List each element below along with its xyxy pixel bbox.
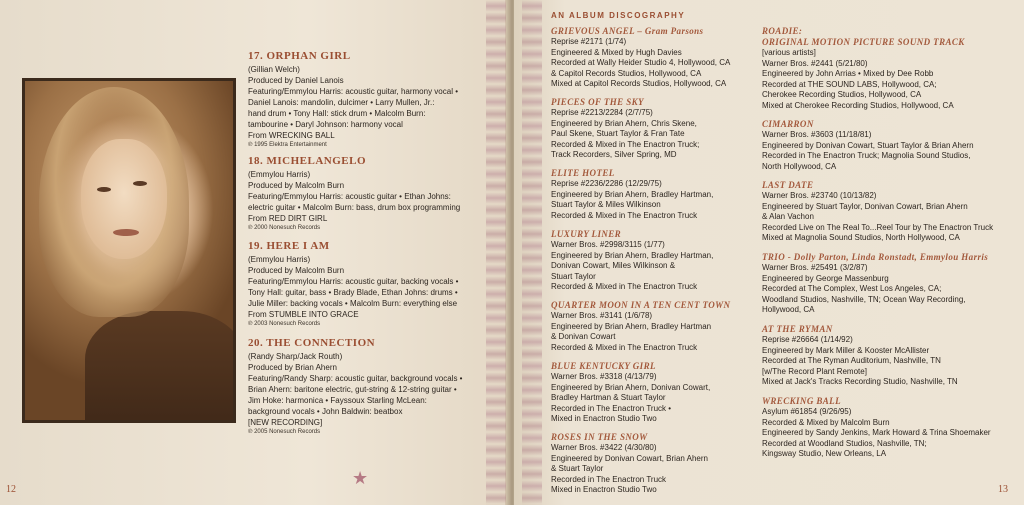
track-line: Featuring/Emmylou Harris: acoustic guitar • Ethan Johns: — [248, 192, 451, 201]
track-20 — [248, 337, 494, 436]
album-entry — [551, 361, 751, 425]
album-title: WRECKING BALL — [762, 396, 841, 406]
album-entry — [762, 26, 1014, 111]
album-title: ELITE HOTEL — [551, 168, 615, 178]
album-line: Recorded in The Enactron Truck • — [551, 403, 672, 413]
star-icon: ★ — [352, 468, 369, 488]
track-line: Featuring/Emmylou Harris: acoustic guitar, backing vocals • — [248, 277, 459, 286]
album-line: Kingsway Studio, New Orleans, LA — [762, 449, 887, 458]
album-entry — [762, 180, 1014, 244]
track-line: Produced by Brian Ahern — [248, 363, 337, 372]
album-line: Engineered by Brian Ahern, Chris Skene, — [551, 118, 697, 128]
album-line: Reprise #2236/2286 (12/29/75) — [551, 179, 662, 188]
album-line: Engineered by Stuart Taylor, Donivan Cowart, Brian Ahern — [762, 201, 968, 211]
album-line: Engineered by Mark Miller & Kooster McAllister — [762, 345, 930, 355]
track-18 — [248, 155, 494, 232]
album-line: Engineered by Brian Ahern, Bradley Hartman, — [551, 250, 714, 260]
track-line: Featuring/Emmylou Harris: acoustic guitar, harmony vocal • — [248, 87, 458, 96]
track-line: Tony Hall: guitar, bass • Brady Blade, Ethan Johns: drums • — [248, 288, 458, 297]
copyright-line: ℗ 2000 Nonesuch Records — [248, 225, 321, 231]
album-line: Warner Bros. #25491 (3/2/87) — [762, 263, 868, 272]
track-line: Daniel Lanois: mandolin, dulcimer • Larry Mullen, Jr.: — [248, 98, 435, 107]
album-entry — [762, 324, 1014, 388]
portrait-photo — [22, 78, 236, 423]
album-line: Mixed in Enactron Studio Two — [551, 414, 657, 423]
track-line: (Emmylou Harris) — [248, 170, 311, 179]
album-line: Engineered by Sandy Jenkins, Mark Howard & Trina Shoemaker — [762, 428, 991, 437]
album-line: Warner Bros. #2441 (5/21/80) — [762, 58, 868, 68]
album-line: Donivan Cowart, Miles Wilkinson & — [551, 261, 676, 270]
album-line: North Hollywood, CA — [762, 161, 837, 171]
discography-heading: AN ALBUM DISCOGRAPHY — [551, 11, 686, 20]
album-title: PIECES OF THE SKY — [551, 97, 644, 107]
album-line: Recorded at The Ryman Auditorium, Nashville, TN — [762, 356, 941, 365]
album-line: Track Recorders, Silver Spring, MD — [551, 150, 677, 159]
track-line: From RED DIRT GIRL — [248, 214, 328, 223]
album-line: & Donivan Cowart — [551, 332, 616, 341]
track-line: hand drum • Tony Hall: stick drum • Malcolm Burn: — [248, 109, 426, 118]
track-line: electric guitar • Malcolm Burn: bass, drum box programming — [248, 203, 461, 212]
album-line: Recorded at Wally Heider Studio 4, Hollywood, CA — [551, 58, 731, 67]
album-line: Reprise #26664 (1/14/92) — [762, 335, 853, 344]
album-line: Engineered by John Arrias • Mixed by Dee Robb — [762, 69, 934, 78]
album-line: Warner Bros. #3422 (4/30/80) — [551, 443, 657, 452]
album-line: [w/The Record Plant Remote] — [762, 366, 867, 376]
album-line: Recorded at The Complex, West Los Angeles, CA; — [762, 284, 942, 293]
track-title: 17. ORPHAN GIRL — [248, 50, 351, 62]
track-line: (Gillian Welch) — [248, 65, 300, 74]
track-line: Produced by Daniel Lanois — [248, 76, 344, 85]
album-line: Engineered by Donivan Cowart, Brian Ahern — [551, 453, 708, 463]
track-line: Produced by Malcolm Burn — [248, 266, 345, 275]
album-line: Paul Skene, Stuart Taylor & Fran Tate — [551, 129, 685, 138]
album-line: Warner Bros. #3318 (4/13/79) — [551, 372, 657, 381]
track-line: Julie Miller: backing vocals • Malcolm Burn: everything else — [248, 299, 458, 308]
album-line: Reprise #2213/2284 (2/7/75) — [551, 108, 653, 117]
album-title: LAST DATE — [762, 180, 814, 190]
album-line: Mixed at Capitol Records Studios, Hollywood, CA — [551, 79, 727, 88]
album-entry — [762, 119, 1014, 172]
track-title: 18. MICHELANGELO — [248, 155, 367, 167]
track-title: 19. HERE I AM — [248, 240, 330, 252]
album-title: ROSES IN THE SNOW — [551, 432, 648, 442]
album-line: Recorded & Mixed in The Enactron Truck; — [551, 139, 700, 149]
track-19 — [248, 240, 494, 328]
page-number-right: 13 — [998, 484, 1008, 495]
album-line: Recorded Live on The Real To...Reel Tour by The Enactron Truck — [762, 222, 994, 232]
album-line: Engineered by George Massenburg — [762, 273, 889, 283]
track-line: Produced by Malcolm Burn — [248, 181, 345, 190]
album-entry — [762, 396, 1014, 460]
right-ornament-border — [522, 0, 542, 505]
copyright-line: ℗ 2003 Nonesuch Records — [248, 321, 321, 327]
track-line: From WRECKING BALL — [248, 131, 335, 140]
track-line: (Randy Sharp/Jack Routh) — [248, 352, 343, 361]
album-line: Engineered by Brian Ahern, Bradley Hartman — [551, 321, 712, 331]
album-title: GRIEVOUS ANGEL – Gram Parsons — [551, 26, 704, 36]
track-line: [NEW RECORDING] — [248, 418, 323, 427]
album-entry — [551, 168, 751, 221]
page-number-left: 12 — [6, 484, 16, 495]
track-line: Brian Ahern: baritone electric, gut-string & 12-string guitar • — [248, 385, 457, 394]
album-line: Warner Bros. #23740 (10/13/82) — [762, 191, 877, 200]
album-line: [various artists] — [762, 48, 816, 57]
track-line: Jim Hoke: harmonica • Fayssoux Starling McLean: — [248, 396, 427, 405]
album-line: Warner Bros. #3603 (11/18/81) — [762, 130, 872, 139]
album-line: Warner Bros. #3141 (1/6/78) — [551, 311, 653, 320]
track-line: Featuring/Randy Sharp: acoustic guitar, background vocals • — [248, 374, 463, 383]
album-line: Woodland Studios, Nashville, TN; Ocean Way Recording, — [762, 294, 966, 304]
album-line: Recorded & Mixed in The Enactron Truck — [551, 282, 698, 291]
album-line: Hollywood, CA — [762, 305, 815, 314]
album-title: ORIGINAL MOTION PICTURE SOUND TRACK — [762, 37, 965, 47]
album-entry — [551, 432, 751, 496]
track-line: (Emmylou Harris) — [248, 255, 311, 264]
album-line: Recorded at Woodland Studios, Nashville, TN; — [762, 438, 927, 448]
album-line: Mixed at Jack's Tracks Recording Studio, Nashville, TN — [762, 377, 958, 386]
album-line: Bradley Hartman & Stuart Taylor — [551, 393, 666, 402]
album-line: Recorded & Mixed in The Enactron Truck — [551, 210, 698, 220]
track-line: background vocals • John Baldwin: beatbox — [248, 407, 403, 416]
album-title: AT THE RYMAN — [762, 324, 833, 334]
album-line: & Capitol Records Studios, Hollywood, CA — [551, 68, 702, 78]
album-line: Mixed in Enactron Studio Two — [551, 485, 657, 494]
album-title: BLUE KENTUCKY GIRL — [551, 361, 656, 371]
track-line: tambourine • Daryl Johnson: harmony vocal — [248, 120, 403, 129]
album-title: CIMARRON — [762, 119, 814, 129]
album-line: Mixed at Cherokee Recording Studios, Hollywood, CA — [762, 100, 954, 110]
album-title: ROADIE: — [762, 26, 803, 36]
album-title: QUARTER MOON IN A TEN CENT TOWN — [551, 300, 731, 310]
album-line: Warner Bros. #2998/3115 (1/77) — [551, 240, 665, 249]
album-line: & Alan Vachon — [762, 212, 814, 221]
album-title: TRIO - Dolly Parton, Linda Ronstadt, Emmylou Harris — [762, 252, 989, 262]
album-line: Recorded at THE SOUND LABS, Hollywood, CA; — [762, 79, 937, 89]
album-line: Engineered by Brian Ahern, Bradley Hartman, — [551, 189, 714, 199]
album-line: Engineered by Donivan Cowart, Stuart Taylor & Brian Ahern — [762, 140, 974, 150]
album-line: Mixed at Magnolia Sound Studios, North Hollywood, CA — [762, 233, 960, 242]
album-line: Asylum #61854 (9/26/95) — [762, 407, 852, 416]
copyright-line: ℗ 1995 Elektra Entertainment — [248, 142, 327, 148]
album-line: Cherokee Recording Studios, Hollywood, CA — [762, 90, 922, 99]
album-entry — [551, 97, 751, 161]
album-entry — [551, 26, 751, 90]
album-line: Recorded in The Enactron Truck; Magnolia Sound Studios, — [762, 151, 971, 160]
album-line: Stuart Taylor — [551, 271, 596, 281]
left-ornament-border — [486, 0, 506, 505]
track-title: 20. THE CONNECTION — [248, 337, 376, 349]
copyright-line: ℗ 2005 Nonesuch Records — [248, 429, 321, 435]
album-line: & Stuart Taylor — [551, 464, 604, 473]
album-entry — [551, 300, 751, 353]
album-line: Recorded & Mixed in The Enactron Truck — [551, 342, 698, 352]
album-entry — [762, 252, 1014, 316]
album-title: LUXURY LINER — [551, 229, 622, 239]
album-line: Recorded & Mixed by Malcolm Burn — [762, 417, 890, 427]
album-line: Engineered & Mixed by Hugh Davies — [551, 47, 682, 57]
album-line: Reprise #2171 (1/74) — [551, 37, 627, 46]
album-line: Recorded in The Enactron Truck — [551, 474, 667, 484]
track-17 — [248, 50, 494, 149]
album-line: Engineered by Brian Ahern, Donivan Cowart, — [551, 382, 711, 392]
album-line: Stuart Taylor & Miles Wilkinson — [551, 200, 661, 209]
track-line: From STUMBLE INTO GRACE — [248, 310, 359, 319]
album-entry — [551, 229, 751, 293]
